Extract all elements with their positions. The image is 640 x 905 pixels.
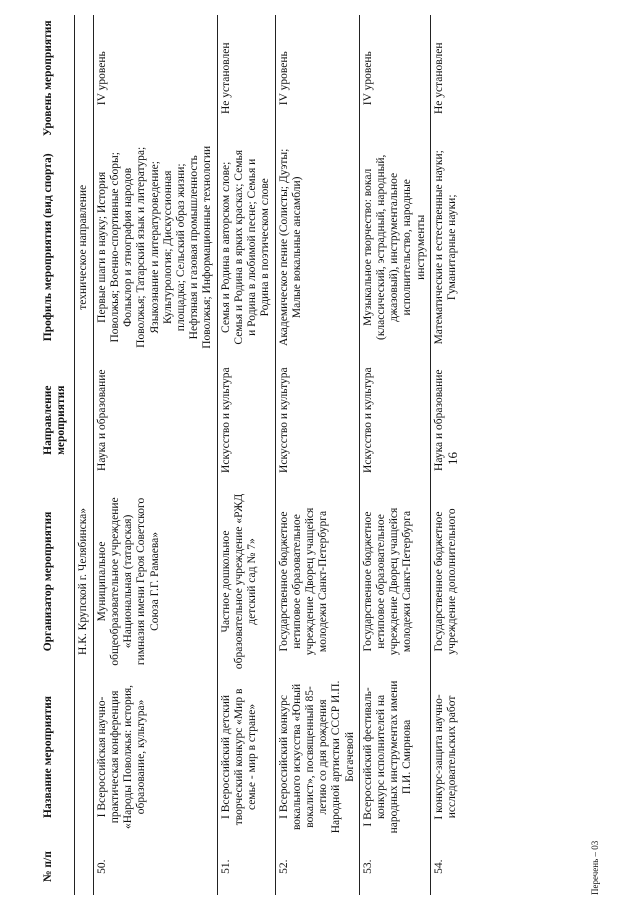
carry-name <box>75 676 93 839</box>
cell-level: Не установлен <box>430 15 461 141</box>
cell-name: I конкурс-защита научно-исследовательских работ <box>430 676 461 839</box>
cell-direction: Искусство и культура <box>275 353 359 487</box>
cell-name: I Всероссийский конкурс вокального искусства «Юный вокалист», посвященный 85-летию со дня рождения Народной артистки СССР И.П. Богачевой <box>275 676 359 839</box>
header-direction: Направление мероприятия <box>40 353 75 487</box>
cell-direction: Наука и образование <box>93 353 217 487</box>
cell-direction: Наука и образование <box>430 353 461 487</box>
table-row <box>217 15 275 895</box>
cell-level: IV уровень <box>359 15 430 141</box>
cell-name: I Всероссийская научно-практическая конференция «Народы Поволжья: история, образование, культура» <box>93 676 217 839</box>
cell-organizer: Частное дошкольное образовательное учреждение «РЖД детский сад № 7» <box>217 487 275 675</box>
header-level: Уровень мероприятия <box>40 15 75 141</box>
cell-num: 52. <box>275 838 359 895</box>
header-num: № п/п <box>40 838 75 895</box>
cell-organizer: Муниципальное общеобразовательное учреждение «Национальная (татарская) гимназия имени Героя Советского Союза Г.Г. Рамаева» <box>93 487 217 675</box>
cell-direction: Искусство и культура <box>217 353 275 487</box>
carry-direction <box>75 353 93 487</box>
table-row <box>93 15 217 895</box>
header-profile: Профиль мероприятия (вид спорта) <box>40 141 75 353</box>
cell-num: 53. <box>359 838 430 895</box>
cell-organizer: Государственное бюджетное нетиповое образовательное учреждение Дворец учащейся молодежи Санкт-Петербурга <box>275 487 359 675</box>
carry-profile: техническое направление <box>77 184 90 310</box>
header-organizer: Организатор мероприятия <box>40 487 75 675</box>
events-table <box>40 15 461 895</box>
cell-organizer: Государственное бюджетное нетиповое образовательное учреждение Дворец учащейся молодежи Санкт-Петербурга <box>359 487 430 675</box>
cell-level: Не установлен <box>217 15 275 141</box>
cell-organizer: Государственное бюджетное учреждение дополнительного <box>430 487 461 675</box>
table-row <box>275 15 359 895</box>
page-number: 16 <box>445 452 460 465</box>
cell-profile: Первые шаги в науку; История Поволжья; Военно-спортивные сборы; Фольклор и этнография народов Поволжья; Татарский язык и литература; Языкознание и литературоведение; Культурология; Дискуссионная площадка; Сельский образ жизни; Нефтяная и газовая промышленность Поволжья; Информационные технологии <box>93 141 217 353</box>
cell-direction: Искусство и культура <box>359 353 430 487</box>
cell-num: 54. <box>430 838 461 895</box>
cell-level: IV уровень <box>93 15 217 141</box>
carry-organizer: Н.К. Крупской г. Челябинска» <box>77 507 90 655</box>
carry-level <box>75 15 93 141</box>
cell-profile: Математические и естественные науки; Гуманитарные науки; <box>430 141 461 353</box>
cell-profile: Семья и Родина в авторском слове; Семья и Родина в ярких красках; Семья и Родина в любимой песне; Семья и Родина в поэтическом слове <box>217 141 275 353</box>
footer-code: Перечень – 03 <box>590 840 600 895</box>
table-header-row <box>40 15 75 895</box>
cell-name: I Всероссийский детский творческий конкурс «Мир в семье - мир в стране» <box>217 676 275 839</box>
header-name: Название мероприятия <box>40 676 75 839</box>
table-row <box>359 15 430 895</box>
cell-num: 50. <box>93 838 217 895</box>
carry-num <box>75 838 93 895</box>
carry-over-row <box>75 15 93 895</box>
cell-name: I Всероссийский фестиваль-конкурс исполнителей на народных инструментах имени П.И. Смирнова <box>359 676 430 839</box>
cell-num: 51. <box>217 838 275 895</box>
cell-profile: Музыкальное творчество: вокал (классический, эстрадный, народный, джазовый), инструментальное исполнительство, народные инструменты <box>359 141 430 353</box>
cell-level: IV уровень <box>275 15 359 141</box>
cell-profile: Академическое пение (Солисты; Дуэты; Малые вокальные ансамбли) <box>275 141 359 353</box>
table-row <box>430 15 461 895</box>
